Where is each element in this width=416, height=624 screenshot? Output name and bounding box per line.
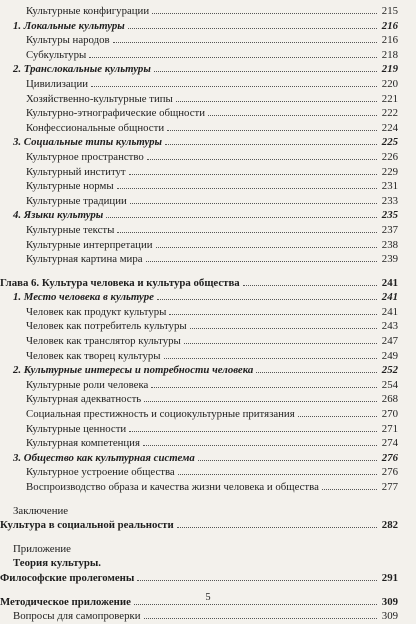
toc-page-number: 218 [381, 48, 398, 61]
toc-page-number: 215 [381, 5, 398, 17]
toc-page-number: 252 [381, 364, 398, 377]
dot-leader [208, 115, 377, 116]
toc-entry[interactable] [0, 252, 416, 267]
toc-entry[interactable] [0, 422, 416, 437]
toc-section[interactable] [0, 62, 416, 77]
toc-entry-title: 2. Транслокальные культуры [13, 63, 151, 76]
toc-entry[interactable] [0, 392, 416, 407]
toc-entry[interactable] [0, 179, 416, 194]
toc-entry[interactable] [0, 194, 416, 209]
toc-entry[interactable] [0, 465, 416, 480]
toc-section[interactable] [0, 135, 416, 150]
toc-entry-title: Человек как творец культуры [26, 349, 161, 362]
toc-page-number: 220 [381, 77, 398, 90]
dot-leader [113, 42, 377, 43]
dot-leader [89, 57, 377, 58]
page-number: 5 [205, 592, 211, 603]
toc-entry[interactable] [0, 121, 416, 136]
dot-leader [137, 580, 377, 581]
toc-page-number: 270 [381, 408, 398, 421]
toc-entry-title: 1. Локальные культуры [13, 19, 125, 32]
toc-page-number: 226 [381, 150, 398, 163]
toc-entry-title: Культура в социальной реальности [0, 519, 174, 532]
toc-entry-title: Человек как транслятор культуры [26, 335, 181, 348]
toc-page-number: 274 [381, 437, 398, 450]
dot-leader [176, 101, 377, 102]
toc-page-number: 241 [381, 305, 398, 318]
dot-leader [147, 159, 377, 160]
toc-page-number: 233 [381, 194, 398, 207]
dot-leader [167, 130, 377, 131]
toc-page-number: 241 [381, 291, 398, 304]
section-gap [0, 495, 416, 504]
dot-leader [190, 328, 377, 329]
toc-entry[interactable] [0, 4, 416, 19]
toc-page-number: 216 [381, 34, 398, 47]
toc-entry[interactable] [0, 106, 416, 121]
toc-entry[interactable] [0, 92, 416, 107]
toc-entry-title: Культурные роли человека [26, 378, 149, 391]
dot-leader [91, 86, 377, 87]
toc-entry-title: Культурные традиции [26, 194, 127, 207]
dot-leader [165, 144, 377, 145]
toc-entry[interactable] [0, 609, 416, 624]
toc-page-number: 309 [381, 610, 398, 623]
dot-leader [156, 247, 377, 248]
toc-entry-title: Культурное устроение общества [26, 466, 175, 479]
toc-entry[interactable] [0, 436, 416, 451]
toc-page-number: 235 [381, 209, 398, 222]
toc-entry-title: Культурная картина мира [26, 253, 143, 266]
dot-leader [256, 372, 377, 373]
dot-leader [157, 299, 377, 300]
toc-page-number: 221 [381, 92, 398, 105]
toc-entry[interactable] [0, 378, 416, 393]
dot-leader [129, 174, 377, 175]
toc-section[interactable] [0, 363, 416, 378]
dot-leader [243, 285, 377, 286]
dot-leader [177, 527, 377, 528]
toc-entry-title: Культурно-этнографические общности [26, 107, 206, 120]
toc-entry-title: Вопросы для самопроверки [13, 610, 141, 623]
toc-page-number: 216 [381, 19, 398, 32]
toc-page-number: 222 [381, 107, 398, 120]
toc-entry-title: Культурное пространство [26, 150, 144, 163]
toc-entry-title: 3. Общество как культурная система [13, 451, 195, 464]
toc-entry-title: Цивилизации [26, 77, 89, 90]
toc-section[interactable] [0, 19, 416, 34]
toc-entry[interactable] [0, 319, 416, 334]
toc-entry-title: Конфессиональные общности [26, 121, 165, 134]
toc-entry-title: Социальная престижность и социокультурные притязания [26, 408, 295, 421]
section-gap [0, 533, 416, 542]
toc-entry[interactable] [0, 349, 416, 364]
toc-entry-title: Философские пролегомены [0, 571, 135, 584]
toc-entry-title: Культурный институт [26, 165, 126, 178]
toc-entry-title: 4. Языки культуры [13, 209, 104, 222]
toc-entry-title: Культурные тексты [26, 223, 115, 236]
toc-entry-title: 1. Место человека в культуре [13, 291, 154, 304]
toc-entry[interactable] [0, 150, 416, 165]
table-of-contents [0, 4, 416, 624]
dot-leader [152, 13, 377, 14]
toc-entry-title: Культурная адекватность [26, 393, 142, 406]
toc-entry[interactable] [0, 48, 416, 63]
toc-heading: Заключение [13, 504, 69, 517]
dot-leader [322, 489, 377, 490]
toc-entry-title: Субкультуры [26, 48, 87, 61]
toc-page-number: 243 [381, 320, 398, 333]
toc-entry-title: Человек как продукт культуры [26, 305, 167, 318]
section-gap [0, 267, 416, 276]
toc-entry-title: Культурные конфигурации [26, 5, 150, 17]
toc-entry-title: Культурные ценности [26, 422, 127, 435]
toc-page-number: 237 [381, 223, 398, 236]
dot-leader [184, 343, 377, 344]
toc-page-number: 254 [381, 378, 398, 391]
toc-page-number: 229 [381, 165, 398, 178]
toc-page-number: 224 [381, 121, 398, 134]
toc-page-number: 276 [381, 466, 398, 479]
toc-page-number: 231 [381, 180, 398, 193]
dot-leader [154, 71, 377, 72]
toc-entry-title: Культуры народов [26, 34, 110, 47]
dot-leader [146, 261, 377, 262]
toc-section[interactable] [0, 290, 416, 305]
dot-leader [106, 217, 377, 218]
dot-leader [117, 232, 377, 233]
dot-leader [144, 618, 377, 619]
dot-leader [151, 387, 377, 388]
toc-entry[interactable] [0, 238, 416, 253]
toc-entry[interactable] [0, 33, 416, 48]
toc-entry-title: 2. Культурные интересы и потребности человека [13, 364, 254, 377]
toc-page-number: 276 [381, 451, 398, 464]
toc-entry-title: Воспроизводство образа и качества жизни человека и общества [26, 481, 319, 493]
dot-leader [198, 460, 377, 461]
toc-page-number: 241 [381, 276, 398, 289]
toc-entry-title: Глава 6. Культура человека и культура общества [0, 276, 240, 289]
toc-entry[interactable] [0, 334, 416, 349]
toc-entry[interactable] [0, 223, 416, 238]
toc-page-number: 247 [381, 335, 398, 348]
toc-entry-title: 3. Социальные типы культуры [13, 136, 163, 149]
toc-entry[interactable] [0, 480, 416, 495]
dot-leader [164, 358, 377, 359]
toc-entry-title: Методическое приложение [0, 595, 131, 608]
dot-leader [130, 203, 377, 204]
toc-page-number: 225 [381, 136, 398, 149]
toc-page-number: 249 [381, 349, 398, 362]
toc-entry[interactable] [0, 305, 416, 320]
dot-leader [134, 604, 377, 605]
toc-heading: Приложение [13, 542, 71, 555]
toc-chapter[interactable] [0, 571, 416, 586]
toc-entry-title: Культурная компетенция [26, 437, 140, 450]
dot-leader [144, 401, 377, 402]
toc-page-number: 282 [381, 519, 398, 532]
toc-page-number: 238 [381, 238, 398, 251]
dot-leader [117, 188, 377, 189]
toc-entry[interactable] [0, 77, 416, 92]
toc-entry-title: Человек как потребитель культуры [26, 320, 187, 333]
dot-leader [178, 474, 377, 475]
toc-page-number: 219 [381, 63, 398, 76]
toc-page-number: 268 [381, 393, 398, 406]
dot-leader [298, 416, 377, 417]
dot-leader [129, 431, 377, 432]
toc-heading: Теория культуры. [13, 557, 101, 570]
toc-entry-title: Хозяйственно-культурные типы [26, 92, 173, 105]
toc-section[interactable] [0, 208, 416, 223]
toc-page-number: 277 [381, 481, 398, 493]
toc-entry[interactable] [0, 407, 416, 422]
toc-page-number: 271 [381, 422, 398, 435]
toc-chapter[interactable] [0, 518, 416, 533]
toc-entry[interactable] [0, 165, 416, 180]
toc-entry-title: Культурные интерпретации [26, 238, 153, 251]
toc-section[interactable] [0, 451, 416, 466]
toc-entry-title: Культурные нормы [26, 180, 114, 193]
toc-page-number: 239 [381, 253, 398, 266]
toc-chapter[interactable] [0, 276, 416, 291]
toc-page-number: 309 [381, 595, 398, 608]
toc-page-number: 291 [381, 571, 398, 584]
dot-leader [128, 28, 377, 29]
dot-leader [143, 445, 377, 446]
dot-leader [169, 314, 377, 315]
